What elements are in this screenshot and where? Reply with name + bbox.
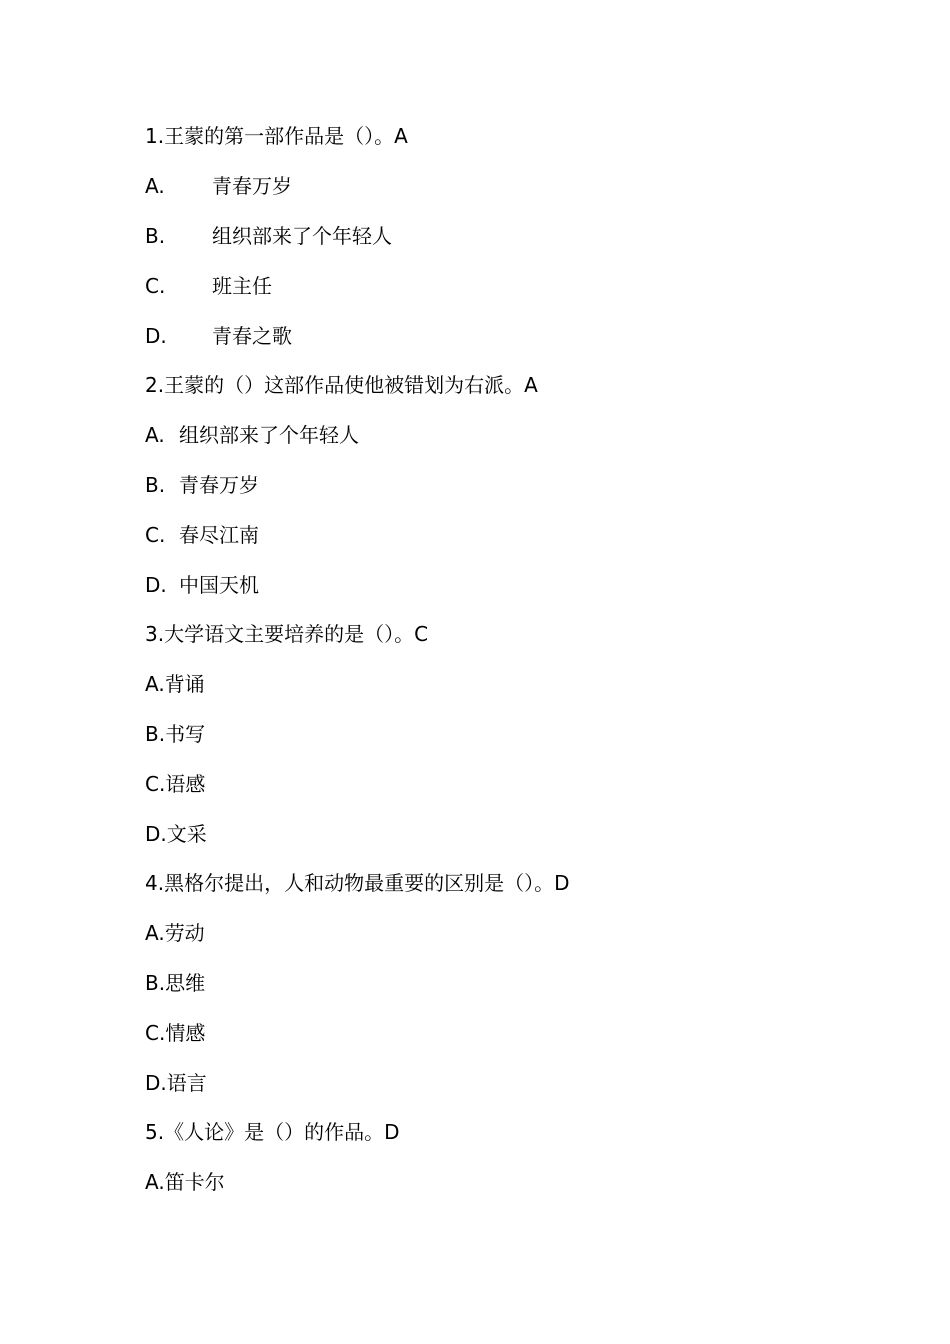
question-2-option-a [145,420,359,450]
option-text: 情感 [165,1021,206,1045]
option-label: D. [145,573,167,597]
option-text: 语言 [166,1071,207,1095]
question-4-option-c [145,1018,205,1048]
option-text: 语感 [165,772,206,796]
question-3-option-d [145,819,207,849]
option-text: 组织部来了个年轻人 [179,423,359,447]
option-text: 背诵 [164,672,205,696]
question-1-stem: 1.王蒙的第一部作品是（）。A [145,124,408,148]
option-text: 青春之歌 [212,324,292,348]
option-label: B. [145,971,166,995]
question-4-option-d [145,1068,207,1098]
option-label: A. [145,174,165,198]
question-2-option-b [145,470,259,500]
question-1-option-d [145,321,292,351]
question-5-stem: 5.《人论》是（）的作品。D [145,1120,400,1144]
option-label: D. [145,822,167,846]
question-3-option-c [145,769,205,799]
question-1-option-b [145,221,392,251]
option-text: 青春万岁 [179,473,259,497]
question-2-option-d [145,570,259,600]
option-text: 中国天机 [179,573,259,597]
option-text: 劳动 [164,921,205,945]
question-1-option-c [145,271,272,301]
option-label: A. [145,672,165,696]
question-4-option-a [145,918,205,948]
option-label: C. [145,523,166,547]
question-2-stem: 2.王蒙的（）这部作品使他被错划为右派。A [145,373,538,397]
question-3-stem: 3.大学语文主要培养的是（）。C [145,622,429,646]
question-2-option-c [145,520,259,550]
option-label: D. [145,1071,167,1095]
option-label: A. [145,1170,165,1194]
option-label: B. [145,473,166,497]
question-1-option-a [145,171,292,201]
option-text: 思维 [165,971,206,995]
option-text: 班主任 [212,274,272,298]
question-3-option-b [145,719,205,749]
question-4-stem: 4.黑格尔提出，人和动物最重要的区别是（）。D [145,871,570,895]
option-label: C. [145,772,166,796]
option-text: 文采 [166,822,207,846]
option-label: B. [145,224,166,248]
option-label: D. [145,324,167,348]
option-text: 书写 [165,722,206,746]
option-label: A. [145,423,165,447]
option-label: B. [145,722,166,746]
option-text: 春尽江南 [179,523,259,547]
option-label: C. [145,1021,166,1045]
option-text: 笛卡尔 [164,1170,225,1194]
option-label: A. [145,921,165,945]
option-label: C. [145,274,166,298]
option-text: 青春万岁 [212,174,292,198]
question-3-option-a [145,669,205,699]
option-text: 组织部来了个年轻人 [212,224,392,248]
question-4-option-b [145,968,205,998]
question-5-option-a [145,1167,225,1197]
